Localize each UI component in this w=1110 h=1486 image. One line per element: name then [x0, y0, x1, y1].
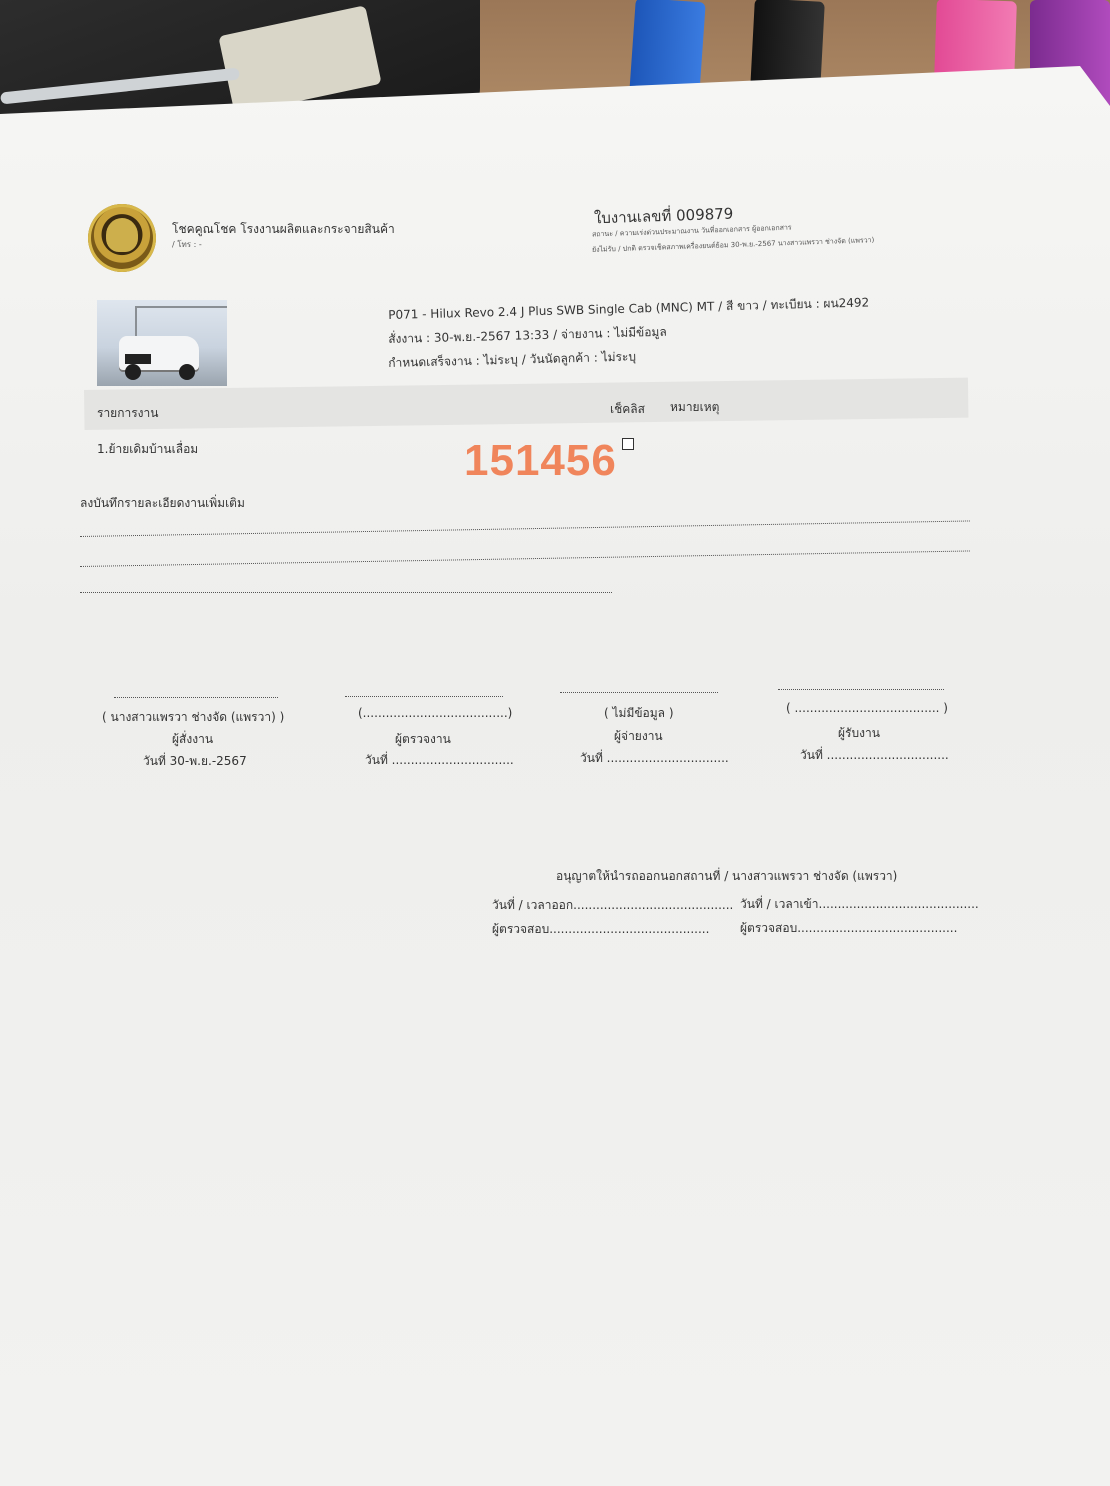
- signer-name-inspector: (......................................): [358, 706, 513, 720]
- permit-title: อนุญาตให้นำรถออกนอกสถานที่ / นางสาวแพรวา ช่างจัด (แพรวา): [556, 869, 898, 883]
- signer-name-orderer: ( นางสาวแพรวา ช่างจัด (แพรวา) ): [102, 710, 285, 724]
- signer-date-dispatcher: วันที่ ................................: [580, 751, 729, 765]
- notes-label: ลงบันทึกรายละเอียดงานเพิ่มเติม: [80, 496, 245, 510]
- signature-line: [114, 697, 278, 698]
- permit-checker-out: ผู้ตรวจสอบ..........................................: [492, 922, 710, 936]
- signature-line: [778, 689, 944, 690]
- signer-name-receiver: ( ...................................... ): [786, 701, 948, 715]
- truck-grille: [125, 354, 151, 364]
- vehicle-photo: [97, 300, 227, 386]
- signer-date-receiver: วันที่ ................................: [800, 748, 949, 762]
- signature-line: [560, 692, 718, 693]
- signer-role-orderer: ผู้สั่งงาน: [172, 732, 214, 746]
- job-number-title: ใบงานเลขที่ 009879: [593, 204, 734, 228]
- task-checkbox[interactable]: [622, 438, 634, 450]
- signer-role-dispatcher: ผู้จ่ายงาน: [614, 729, 663, 743]
- signature-line: [345, 696, 503, 697]
- overlay-number: 151456: [464, 436, 617, 485]
- permit-checker-in: ผู้ตรวจสอบ..........................................: [740, 921, 958, 935]
- signer-name-dispatcher: ( ไม่มีข้อมูล ): [604, 706, 674, 720]
- company-name: โชคคูณโชค โรงงานผลิตและกระจายสินค้า: [172, 222, 395, 236]
- signer-date-inspector: วันที่ ................................: [365, 753, 514, 767]
- job-meta-values: ยังไม่รับ / ปกติ ตรวจเช็คสภาพเครื่องยนต์ย้อม 30-พ.ย.-2567 นางสาวแพรวา ช่างจัด (แพรวา): [591, 236, 875, 254]
- truck-wheel: [179, 364, 195, 380]
- header-checklist: เช็คลิส: [610, 402, 645, 416]
- signer-role-receiver: ผู้รับงาน: [838, 726, 880, 740]
- permit-in-time: วันที่ / เวลาเข้า..........................................: [740, 897, 979, 911]
- task-item: 1.ย้ายเดิมบ้านเลื่อม: [97, 442, 199, 456]
- header-note: หมายเหตุ: [670, 400, 720, 414]
- signer-date-orderer: วันที่ 30-พ.ย.-2567: [143, 754, 247, 768]
- header-task: รายการงาน: [97, 406, 159, 420]
- due-dates: กำหนดเสร็จงาน : ไม่ระบุ / วันนัดลูกค้า : ไม่ระบุ: [388, 349, 637, 370]
- paper-sheet: [0, 66, 1110, 1486]
- company-logo: [88, 204, 156, 272]
- permit-out-time: วันที่ / เวลาออก..........................................: [492, 898, 734, 912]
- truck-wheel: [125, 364, 141, 380]
- order-dates: สั่งงาน : 30-พ.ย.-2567 13:33 / จ่ายงาน : ไม่มีข้อมูล: [388, 324, 667, 346]
- signer-role-inspector: ผู้ตรวจงาน: [395, 732, 451, 746]
- job-meta-labels: สถานะ / ความเร่งด่วนประมาณงาน วันที่ออกเอกสาร ผู้ออกเอกสาร: [591, 223, 792, 239]
- company-phone: / โทร : -: [172, 240, 202, 249]
- vehicle-description: P071 - Hilux Revo 2.4 J Plus SWB Single Cab (MNC) MT / สี ขาว / ทะเบียน : ผน2492: [388, 295, 870, 322]
- notes-line: [80, 592, 612, 593]
- logo-bird-icon: [106, 218, 138, 252]
